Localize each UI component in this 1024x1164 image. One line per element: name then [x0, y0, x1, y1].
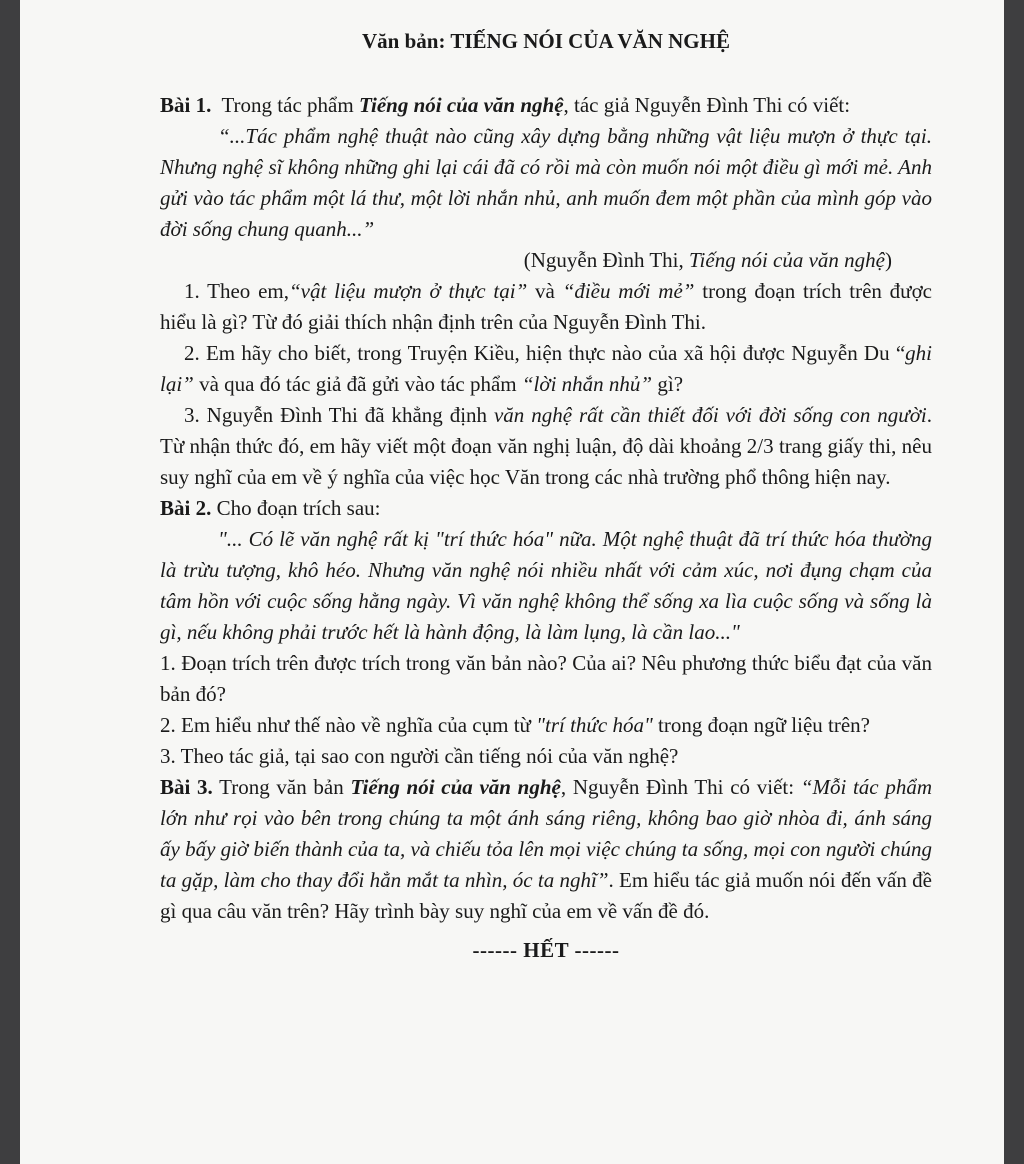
bai3-label: Bài 3.: [160, 775, 213, 799]
bai1-q2-phrase-1: ghi lại”: [160, 341, 932, 396]
document-content: [160, 20, 932, 966]
bai1-source-work: Tiếng nói của văn nghệ: [689, 248, 885, 272]
document-title: Văn bản: TIẾNG NÓI CỦA VĂN NGHỆ: [362, 29, 730, 53]
bai1-q1-end: trong đoạn trích trên được hiểu là gì? Từ đó giải thích nhận định trên của Nguyễn Đình Thi.: [160, 279, 932, 334]
bai2-q2-phrase: "trí thức hóa": [536, 713, 653, 737]
bai1-source-close: ): [885, 248, 892, 272]
bai3-question: . Em hiểu tác giả muốn nói đến vấn đề gì qua câu văn trên? Hãy trình bày suy nghĩ của em về vấn đề đó.: [160, 868, 932, 923]
bai1-source-author: (Nguyễn Đình Thi,: [523, 248, 684, 272]
bai1-q3-phrase: văn nghệ rất cần thiết đối với đời sống con người: [493, 403, 927, 427]
bai2-label: Bài 2.: [160, 496, 212, 520]
bai1-q1-and: và: [527, 279, 563, 303]
bai1-q1-phrase-2: “điều mới mẻ”: [562, 279, 695, 303]
bai1-q3-start: 3. Nguyễn Đình Thi đã khẳng định: [184, 403, 494, 427]
bai1-intro: [160, 90, 932, 121]
bai1-q1-phrase-1: “vật liệu mượn ở thực tại”: [289, 279, 528, 303]
bai2-question-2: [160, 710, 932, 741]
bai1-source: [160, 245, 932, 276]
document-page: [20, 0, 1004, 1164]
bai2-question-1: 1. Đoạn trích trên được trích trong văn bản nào? Của ai? Nêu phương thức biểu đạt của văn bản đó?: [160, 651, 932, 706]
bai1-label: Bài 1.: [160, 93, 212, 117]
bai1-q2-start: 2. Em hãy cho biết, trong Truyện Kiều, hiện thực nào của xã hội được Nguyễn Du “: [184, 341, 906, 365]
bai1-q1-start: 1. Theo em,: [184, 279, 289, 303]
bai3-intro-text: Trong văn bản: [212, 775, 351, 799]
bai2-q2-start: 2. Em hiểu như thế nào về nghĩa của cụm từ: [160, 713, 537, 737]
bai1-quote: “...Tác phẩm nghệ thuật nào cũng xây dựng bằng những vật liệu mượn ở thực tại. Nhưng nghệ sĩ không những ghi lại cái đã có rồi mà còn muốn nói một điều gì mới mẻ. Anh gửi vào tác phẩm một lá thư, một lời nhắn nhủ, anh muốn đem một phần của mình góp vào đời sống chung quanh...”: [160, 124, 932, 241]
bai1-q2-end: gì?: [652, 372, 684, 396]
bai1-intro-end: , tác giả Nguyễn Đình Thi có viết:: [563, 93, 851, 117]
bai3-quote: “Mỗi tác phẩm lớn như rọi vào bên trong chúng ta một ánh sáng riêng, không bao giờ nhòa đi, ánh sáng ấy bấy giờ biến thành của ta, và chiếu tỏa lên mọi việc chúng ta sống, mọi con người chúng ta gặp, làm cho thay đổi hẳn mắt ta nhìn, óc ta nghĩ”: [160, 775, 933, 892]
bai1-q2-phrase-2: “lời nhắn nhủ”: [521, 372, 653, 396]
bai1-intro-text: Trong tác phẩm: [221, 93, 354, 117]
bai2-intro-text: Cho đoạn trích sau:: [211, 496, 381, 520]
bai2-question-3: 3. Theo tác giả, tại sao con người cần tiếng nói của văn nghệ?: [160, 744, 679, 768]
bai1-question-2: [160, 338, 932, 400]
bai3-text: [160, 772, 932, 927]
bai1-q3-end: . Từ nhận thức đó, em hãy viết một đoạn văn nghị luận, độ dài khoảng 2/3 trang giấy thi, nêu suy nghĩ của em về ý nghĩa của việc học Văn trong các nhà trường phổ thông hiện nay.: [160, 403, 932, 489]
end-marker: ------ HẾT ------: [472, 938, 620, 962]
bai1-q2-middle: và qua đó tác giả đã gửi vào tác phẩm: [193, 372, 522, 396]
bai2-q2-end: trong đoạn ngữ liệu trên?: [652, 713, 871, 737]
bai1-work-title: Tiếng nói của văn nghệ: [358, 93, 564, 117]
bai3-work-title: Tiếng nói của văn nghệ: [350, 775, 561, 799]
bai1-question-3: [160, 400, 932, 493]
bai1-question-1: [160, 276, 932, 338]
bai3-intro-end: , Nguyễn Đình Thi có viết:: [560, 775, 801, 799]
bai2-quote: "... Có lẽ văn nghệ rất kị "trí thức hóa" nữa. Một nghệ thuật đã trí thức hóa thường là trừu tượng, khô héo. Nhưng văn nghệ nói nhiều nhất với cảm xúc, nơi đụng chạm của tâm hồn với cuộc sống hằng ngày. Vì văn nghệ không thể sống xa lìa cuộc sống và sống là gì, nếu không phải trước hết là hành động, là làm lụng, là cần lao...": [160, 527, 932, 644]
bai2-intro: [160, 493, 932, 524]
